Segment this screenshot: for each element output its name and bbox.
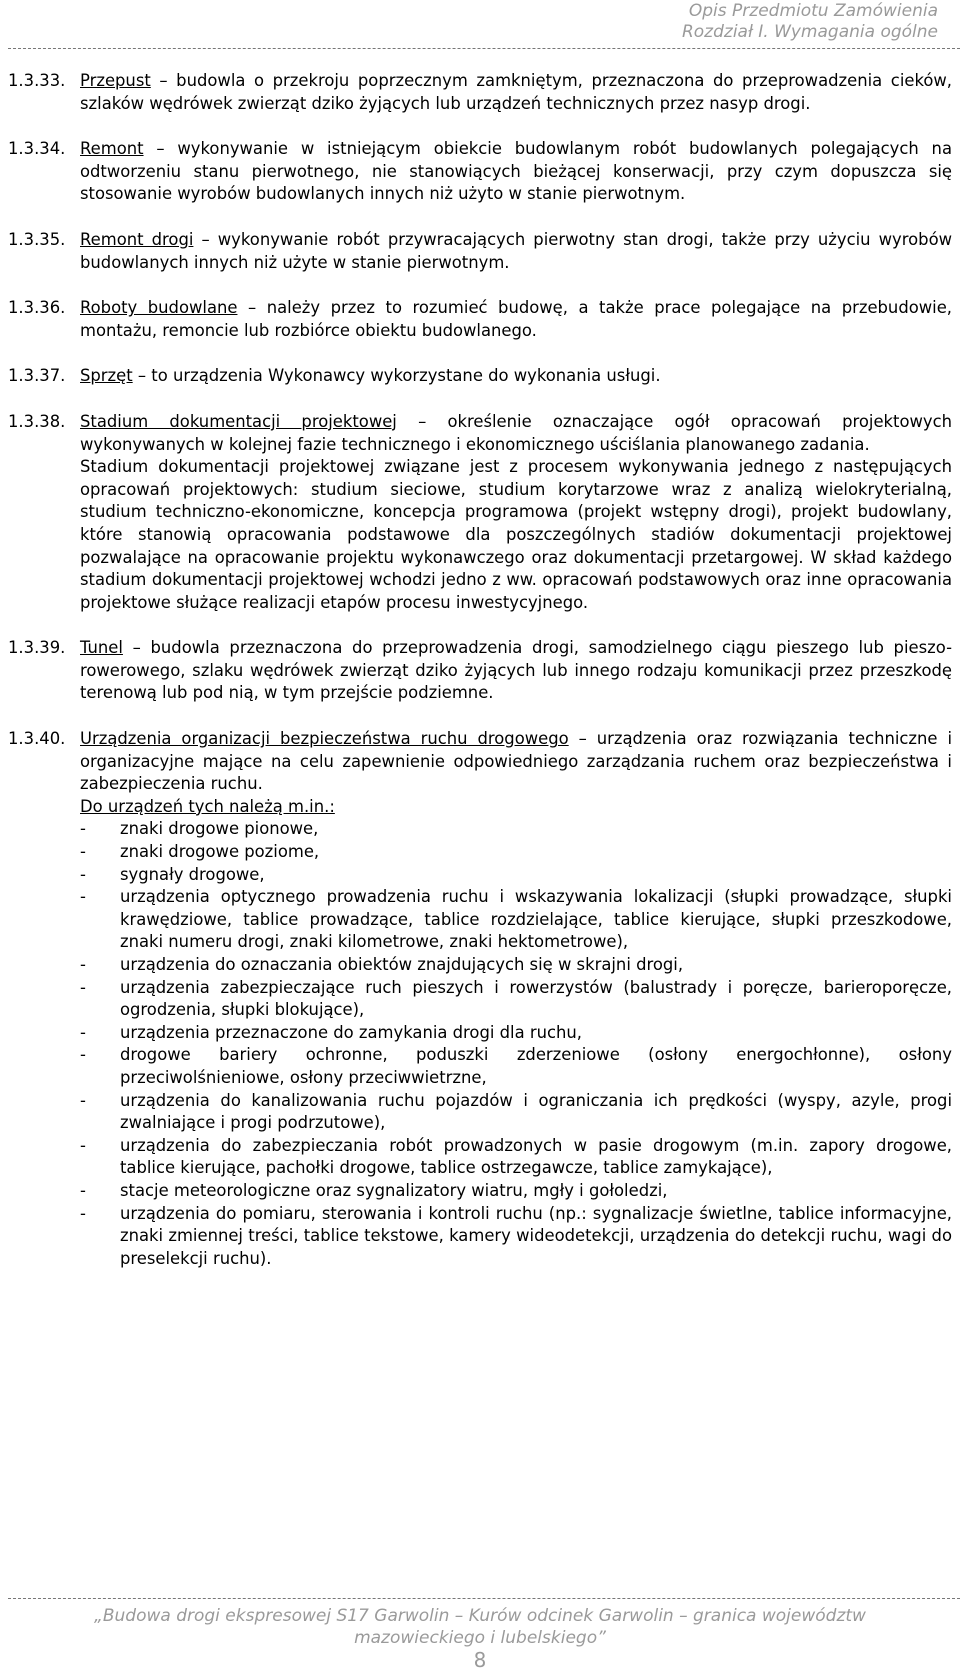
- definition-1-3-34: [8, 138, 952, 206]
- definition-1-3-40: [8, 728, 952, 796]
- definition-term: Roboty budowlane: [80, 298, 238, 318]
- list-item: [80, 1135, 952, 1180]
- list-item-text: urządzenia przeznaczone do zamykania drogi dla ruchu,: [120, 1022, 582, 1042]
- definitions-list: [8, 70, 952, 796]
- definition-extra-paragraph: Stadium dokumentacji projektowej związane jest z procesem wykonywania jednego z następujących opracowań projektowych: studium sieciowe, studium korytarzowe wraz z analizą wielokryterialną, studium techniczno-ekonomiczne, koncepcja programowa (projekt wstępny drogi), projekt budowlany, które stanowią opracowania podstawowe dla poszczególnych stadiów dokumentacji projektowej pozwalające na opracowanie projektu wykonawczego oraz dokumentacji przetargowej. W skład każdego stadium dokumentacji projektowej wchodzi jedno z ww. opracowań podstawowych oraz inne opracowania projektowe służące realizacji etapów procesu inwestycyjnego.: [80, 457, 952, 612]
- list-bullet: -: [80, 1203, 86, 1223]
- list-bullet: -: [80, 1022, 86, 1042]
- list-item: [80, 841, 952, 864]
- definition-number: 1.3.37.: [8, 366, 66, 386]
- definition-text: – to urządzenia Wykonawcy wykorzystane do wykonania usługi.: [137, 366, 661, 386]
- definition-term: Sprzęt: [80, 366, 133, 386]
- definition-term: Urządzenia organizacji bezpieczeństwa ruchu drogowego: [80, 729, 569, 749]
- list-item-text: urządzenia optycznego prowadzenia ruchu i wskazywania lokalizacji (słupki prowadzące, słupki krawędziowe, tablice prowadzące, tablice rozdzielające, tablice kierujące, słupki przeszkodowe, znaki numeru drogi, znaki kilometrowe, znaki hektometrowe),: [120, 887, 952, 952]
- list-bullet: -: [80, 955, 86, 974]
- list-bullet: -: [80, 1135, 86, 1155]
- devices-list: [80, 818, 952, 1270]
- definition-text: – urządzenia oraz rozwiązania techniczne i organizacyjne mające na celu zapewnienie odpowiedniego zarządzania ruchem oraz bezpieczeństwa i zabezpieczenia ruchu.: [80, 729, 953, 794]
- list-bullet: -: [80, 842, 86, 862]
- list-bullet: -: [80, 1180, 86, 1200]
- definition-number: 1.3.38.: [8, 411, 66, 431]
- list-item-text: urządzenia zabezpieczające ruch pieszych i rowerzystów (balustrady i poręcze, barieroporęcze, ogrodzenia, słupki blokujące),: [120, 977, 952, 1020]
- definition-number: 1.3.40.: [8, 729, 66, 749]
- definition-number: 1.3.33.: [8, 71, 66, 90]
- list-item-text: urządzenia do zabezpieczania robót prowadzonych w pasie drogowym (m.in. zapory drogowe, tablice kierujące, pachołki drogowe, tablice ostrzegawcze, tablice zamykające),: [120, 1135, 952, 1178]
- definition-number: 1.3.34.: [8, 139, 66, 159]
- definition-text: – budowla przeznaczona do przeprowadzenia drogi, samodzielnego ciągu pieszego lub pieszo- rowerowego, szlaku wędrówek zwierząt dziko żyjących lub innego rodzaju komunikacji przez przeszkodę terenową lub pod nią, w tym przejście podziemne.: [80, 638, 952, 703]
- definition-text: – określenie oznaczające ogół opracowań projektowych wykonywanych w kolejnej fazie technicznego i ekonomicznego uściślania planowanego zadania.: [80, 411, 952, 454]
- list-bullet: -: [80, 1090, 86, 1110]
- list-item-text: sygnały drogowe,: [120, 864, 265, 884]
- list-bullet: -: [80, 864, 86, 884]
- page-number: 8: [473, 1648, 487, 1672]
- definition-1-3-38: [8, 411, 952, 614]
- definition-1-3-33: [8, 70, 952, 115]
- header-title: Opis Przedmiotu Zamówienia: [688, 1, 938, 21]
- footer-line-1: „Budowa drogi ekspresowej S17 Garwolin – Kurów odcinek Garwolin – granica województw: [94, 1606, 866, 1626]
- definition-text: – należy przez to rozumieć budowę, a także prace polegające na przebudowie, montażu, remoncie lub rozbiórce obiektu budowlanego.: [80, 298, 953, 340]
- definition-number: 1.3.39.: [8, 638, 66, 658]
- definition-text: – budowla o przekroju poprzecznym zamkniętym, przeznaczona do przeprowadzenia cieków, szlaków wędrówek zwierząt dziko żyjących lub urządzeń technicznych przez nasyp drogi.: [80, 71, 953, 113]
- list-item-text: urządzenia do pomiaru, sterowania i kontroli ruchu (np.: sygnalizacje świetlne, tablice informacyjne, znaki zmiennej treści, tablice tekstowe, kamery wideodetekcji, urządzenia do detekcji ruchu, wagi do preselekcji ruchu).: [120, 1203, 952, 1268]
- list-bullet: -: [80, 819, 86, 839]
- definition-1-3-35: [8, 229, 952, 274]
- list-bullet: -: [80, 1045, 86, 1065]
- footer-line-2: mazowieckiego i lubelskiego”: [354, 1628, 606, 1648]
- definition-term: Tunel: [80, 638, 123, 658]
- list-item-text: znaki drogowe poziome,: [120, 842, 320, 862]
- definition-text: – wykonywanie w istniejącym obiekcie budowlanym robót budowlanych polegających na odtworzeniu stanu pierwotnego, nie stanowiących bieżącej konserwacji, przy czym dopuszcza się stosowanie wyrobów budowlanych innych niż użyto w stanie pierwotnym.: [80, 139, 952, 204]
- list-item: [80, 1044, 952, 1089]
- list-bullet: -: [80, 887, 86, 907]
- list-heading: Do urządzeń tych należą m.in.:: [80, 796, 335, 816]
- list-item-text: znaki drogowe pionowe,: [120, 819, 319, 839]
- definition-term: Remont drogi: [80, 229, 194, 249]
- list-item: [80, 886, 952, 954]
- definition-number: 1.3.35.: [8, 229, 66, 249]
- list-item: [80, 1203, 952, 1271]
- footer-divider: [8, 1598, 960, 1599]
- list-item: [80, 1090, 952, 1135]
- header-subtitle: Rozdział I. Wymagania ogólne: [681, 22, 938, 42]
- list-item: [80, 1022, 952, 1045]
- definition-text: – wykonywanie robót przywracających pierwotny stan drogi, także przy użyciu wyrobów budowlanych innych niż użyte w stanie pierwotnym.: [80, 229, 953, 272]
- list-item-text: urządzenia do kanalizowania ruchu pojazdów i ograniczania ich prędkości (wyspy, azyle, progi zwalniające i progi podrzutowe),: [120, 1090, 952, 1133]
- list-item-text: drogowe bariery ochronne, poduszki zderzeniowe (osłony energochłonne), osłony przeciwolśnieniowe, osłony przeciwwietrzne,: [120, 1045, 952, 1087]
- definition-term: Przepust: [80, 71, 151, 90]
- definition-1-3-39: [8, 637, 952, 705]
- definition-1-3-36: [8, 297, 952, 342]
- list-section: [8, 796, 952, 1270]
- list-item: [80, 1180, 952, 1203]
- list-item-text: urządzenia do oznaczania obiektów znajdujących się w skrajni drogi,: [120, 955, 684, 974]
- definition-number: 1.3.36.: [8, 298, 66, 318]
- list-item: [80, 977, 952, 1022]
- definition-term: Remont: [80, 139, 144, 159]
- list-item-text: stacje meteorologiczne oraz sygnalizatory wiatru, mgły i gołoledzi,: [120, 1180, 668, 1200]
- definition-term: Stadium dokumentacji projektowej: [80, 411, 397, 431]
- list-bullet: -: [80, 977, 86, 997]
- definition-1-3-37: [8, 365, 952, 388]
- list-item: [80, 864, 952, 887]
- list-item: [80, 954, 952, 977]
- header-divider: [8, 48, 960, 49]
- list-item: [80, 818, 952, 841]
- document-body: [8, 70, 952, 1270]
